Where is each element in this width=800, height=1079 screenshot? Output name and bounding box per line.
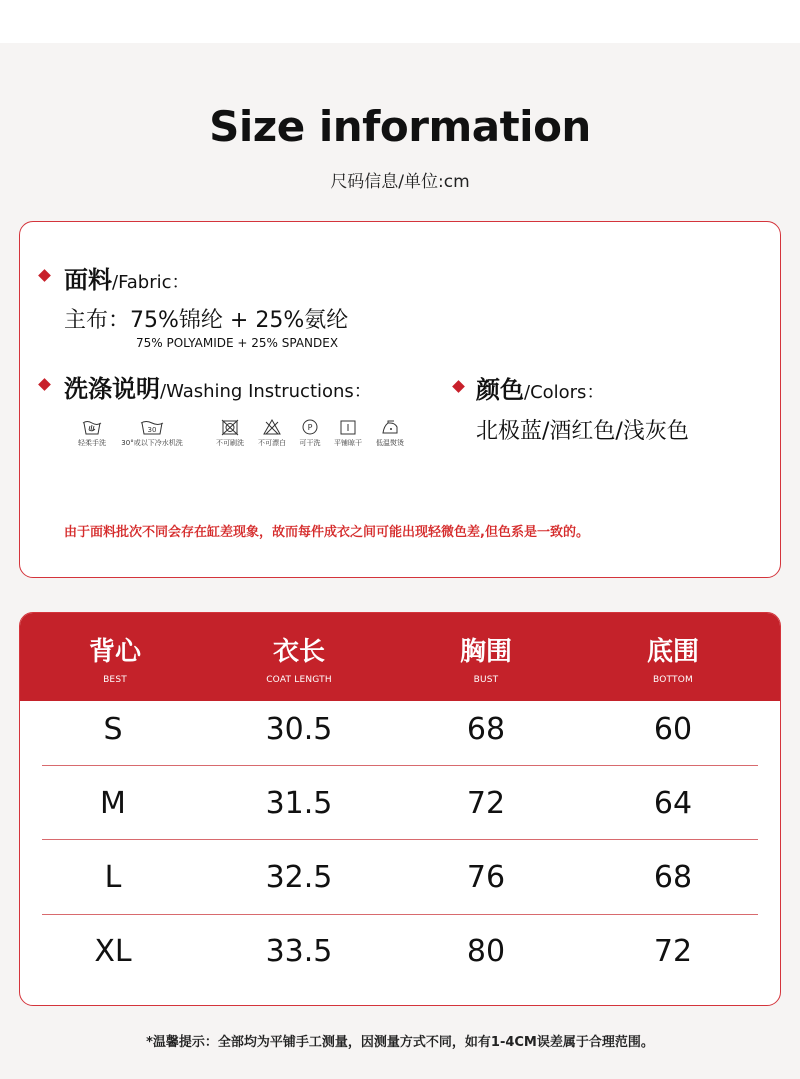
care-label: 低温熨烫 <box>376 439 404 447</box>
table-row <box>20 849 781 923</box>
coat-length-cell: 30.5 <box>265 712 333 747</box>
care-item <box>210 418 250 448</box>
care-label: 轻柔手洗 <box>78 439 106 447</box>
header-coat-length <box>204 637 394 685</box>
fabric-composition-en: 75% POLYAMIDE + 25% SPANDEX <box>136 336 339 350</box>
header-best-en: BEST <box>103 675 127 685</box>
size-cell: S <box>103 712 123 747</box>
table-row <box>20 775 781 849</box>
row-divider <box>42 914 758 915</box>
diamond-bullet-icon <box>38 378 51 391</box>
size-table <box>19 612 781 1006</box>
wash-temp-value: 30 <box>147 426 157 434</box>
care-label: 平铺晾干 <box>334 439 362 447</box>
header-bust-cn: 胸围 <box>459 637 512 667</box>
header-bottom-en: BOTTOM <box>653 675 693 685</box>
washing-heading-en: /Washing Instructions： <box>160 381 372 402</box>
size-table-header <box>20 613 781 701</box>
product-info-card <box>19 221 781 578</box>
fabric-heading-cn: 面料 <box>64 266 112 294</box>
bottom-cell: 72 <box>653 934 693 969</box>
page-title: Size information <box>209 102 591 151</box>
coat-length-cell: 33.5 <box>265 934 333 969</box>
care-label: 不可刷洗 <box>216 439 244 447</box>
size-cell: L <box>104 860 122 895</box>
dry-clean-letter: P <box>307 423 313 432</box>
header-bottom-cn: 底围 <box>646 637 699 667</box>
header-best-cn: 背心 <box>88 637 141 667</box>
color-variance-note: 由于面料批次不同会存在缸差现象，故而每件成衣之间可能出现轻微色差,但色系是一致的。 <box>64 525 589 540</box>
colors-heading-cn: 颜色 <box>476 376 524 404</box>
hand-wash-icon <box>82 418 102 436</box>
care-icons-row <box>72 418 402 458</box>
flat-dry-icon <box>338 418 358 436</box>
colors-heading-en: /Colors： <box>524 382 605 403</box>
care-item <box>116 418 188 448</box>
page-subtitle: 尺码信息/单位:cm <box>330 172 470 192</box>
header-bust <box>391 637 581 685</box>
size-cell: M <box>100 786 126 821</box>
care-item <box>370 418 410 448</box>
dry-clean-p-icon <box>300 418 320 436</box>
washing-heading <box>64 369 372 404</box>
colors-heading <box>476 370 604 405</box>
top-band <box>0 0 800 43</box>
diamond-bullet-icon <box>452 380 465 393</box>
coat-length-cell: 31.5 <box>265 786 333 821</box>
table-row <box>20 701 781 775</box>
care-item <box>72 418 112 448</box>
bust-cell: 80 <box>466 934 506 969</box>
header-coat-length-cn: 衣长 <box>272 637 325 667</box>
washing-heading-cn: 洗涤说明 <box>64 375 160 403</box>
colors-value: 北极蓝/酒红色/浅灰色 <box>476 419 689 444</box>
do-not-bleach-icon <box>262 418 282 436</box>
care-item <box>292 418 328 448</box>
diamond-bullet-icon <box>38 269 51 282</box>
care-item <box>328 418 368 448</box>
header-bust-en: BUST <box>473 675 499 685</box>
bottom-cell: 68 <box>653 860 693 895</box>
do-not-tumble-dry-icon <box>220 418 240 436</box>
table-row <box>20 923 781 997</box>
bust-cell: 72 <box>466 786 506 821</box>
row-divider <box>42 839 758 840</box>
low-iron-icon <box>380 418 400 436</box>
header-bottom <box>578 637 768 685</box>
measurement-tip: *温馨提示：全部均为平铺手工测量，因测量方式不同，如有1-4CM误差属于合理范围。 <box>146 1035 654 1050</box>
fabric-composition-cn: 主布：75%锦纶 + 25%氨纶 <box>64 308 349 333</box>
bottom-cell: 60 <box>653 712 693 747</box>
bust-cell: 68 <box>466 712 506 747</box>
care-item <box>252 418 292 448</box>
coat-length-cell: 32.5 <box>265 860 333 895</box>
row-divider <box>42 765 758 766</box>
fabric-heading <box>64 260 190 295</box>
bottom-cell: 64 <box>653 786 693 821</box>
header-coat-length-en: COAT LENGTH <box>266 675 332 685</box>
care-label: 可干洗 <box>299 439 321 447</box>
bust-cell: 76 <box>466 860 506 895</box>
care-label: 30°或以下冷水机洗 <box>121 439 183 447</box>
wash-30-icon <box>140 418 164 436</box>
size-cell: XL <box>94 934 132 969</box>
header-best <box>20 637 210 685</box>
fabric-heading-en: /Fabric： <box>112 272 190 293</box>
care-label: 不可漂白 <box>258 439 286 447</box>
